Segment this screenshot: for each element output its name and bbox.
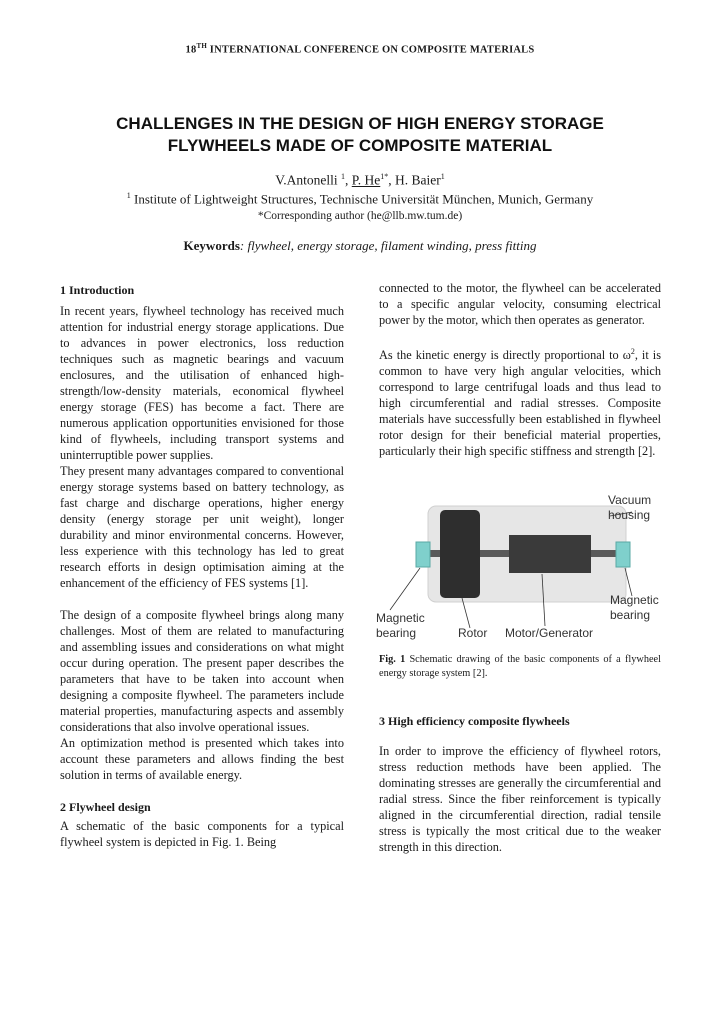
author-sep: , xyxy=(388,172,396,188)
label-bearing-left-2: bearing xyxy=(376,626,417,640)
left-paragraph-2: They present many advantages compared to conventional energy storage systems based on battery technology, as fast charge and discharge operations, higher energy density (energy storage per unit weight), longer durability and minor environmental concerns. However, less experience with this technology has led to great research efforts in design optimisation aiming at the enhancement of the efficiency of FES systems [1]. xyxy=(60,464,344,590)
magnetic-bearing-left xyxy=(416,542,430,567)
author-2-sup: 1* xyxy=(380,172,389,181)
flywheel-schematic-figure xyxy=(370,492,662,642)
affiliation-sup: 1 xyxy=(126,191,131,200)
header-sup: TH xyxy=(196,42,207,50)
label-vacuum-1: Vacuum xyxy=(608,493,652,507)
right-paragraph-2a: As the kinetic energy is directly proportional to ω xyxy=(379,348,631,363)
right-paragraph-2b: , it is common to have very high angular velocities, which correspond to large centrifugal loads and thus lead to high circumferential and radial stresses. Composite materials have successfully been established in flywheel rotor design for their beneficial material properties, particularly their high specific stiffness and strength [2]. xyxy=(379,348,661,459)
left-paragraph-1: In recent years, flywheel technology has received much attention for industrial energy storage applications. Due to advances in power electronics, loss reduction techniques such as magnetic bearings and vacuum enclosures, and the utilisation of enhanced high-strength/low-density materials, economical flywheel energy storage (FES) has become a fact. There are numerous application opportunities envisioned for those kind of flywheels, including transport systems and uninterruptible power supplies. xyxy=(60,304,344,462)
magnetic-bearing-right xyxy=(616,542,630,567)
label-vacuum-2: housing xyxy=(608,508,651,522)
figure-caption xyxy=(379,653,661,681)
affiliation xyxy=(0,191,720,207)
keywords xyxy=(0,238,720,254)
rotor xyxy=(440,510,480,598)
label-motor: Motor/Generator xyxy=(505,626,594,640)
keywords-label: Keywords xyxy=(183,238,240,253)
author-3: H. Baier xyxy=(395,172,441,188)
omega-sup: 2 xyxy=(630,347,635,356)
author-1-sup: 1 xyxy=(341,172,345,181)
keywords-value: : flywheel, energy storage, filament winding, press fitting xyxy=(239,238,537,253)
left-paragraph-4: An optimization method is presented which takes into account these parameters and allows finding the best solution in terms of available energy. xyxy=(60,736,344,782)
author-sep: , xyxy=(345,172,352,188)
author-2: P. He xyxy=(351,172,381,188)
right-column-top xyxy=(379,280,661,459)
title-line-2: FLYWHEELS MADE OF COMPOSITE MATERIAL xyxy=(167,136,553,155)
title-line-1: CHALLENGES IN THE DESIGN OF HIGH ENERGY STORAGE xyxy=(116,114,604,133)
paper-title xyxy=(60,113,660,157)
left-column xyxy=(60,282,344,850)
section-3-heading: 3 High efficiency composite flywheels xyxy=(379,714,570,728)
label-bearing-right-1: Magnetic xyxy=(610,593,659,607)
motor-generator xyxy=(509,535,591,573)
caption-text: Schematic drawing of the basic components of a flywheel energy storage system [2]. xyxy=(379,654,661,679)
affiliation-text: Institute of Lightweight Structures, Technische Universität München, Munich, Germany xyxy=(130,191,594,207)
conference-header xyxy=(0,42,720,56)
label-bearing-right-2: bearing xyxy=(610,608,651,622)
author-1: V.Antonelli xyxy=(275,172,341,188)
header-number: 18 xyxy=(185,44,197,56)
corresponding-author: *Corresponding author (he@llb.mw.tum.de) xyxy=(257,210,463,222)
leader-bearing-left xyxy=(390,568,420,610)
header-text: INTERNATIONAL CONFERENCE ON COMPOSITE MATERIALS xyxy=(206,44,535,56)
caption-label: Fig. 1 xyxy=(379,654,406,665)
right-paragraph-3: In order to improve the efficiency of flywheel rotors, stress reduction methods have been applied. The dominating stresses are generally the circumferential and radial stress. Since the fiber reinforcement is typically aligned in the circumferential direction, radial tensile stress is typically the most critical due to the weaker strength in this direction. xyxy=(379,744,661,854)
label-bearing-left-1: Magnetic xyxy=(376,611,425,625)
section-2-heading: 2 Flywheel design xyxy=(60,800,151,814)
section-1-heading: 1 Introduction xyxy=(60,283,135,297)
left-paragraph-5: A schematic of the basic components for a typical flywheel system is depicted in Fig. 1. Being xyxy=(60,819,344,849)
right-column-bottom xyxy=(379,713,661,855)
left-paragraph-3: The design of a composite flywheel brings along many challenges. Most of them are related to manufacturing and assembling issues and considerations on what might occur during operation. The present paper describes the parameters that have to be taken into account when designing a composite flywheel. The parameters include material properties, manufacturing aspects and assembly considerations that also involve operational issues. xyxy=(60,608,344,734)
right-paragraph-1: connected to the motor, the flywheel can be accelerated to a specific angular velocity, consuming electrical power by the motor, which then operates as generator. xyxy=(379,281,661,327)
label-rotor: Rotor xyxy=(458,626,488,640)
right-paragraph-2 xyxy=(379,344,661,459)
author-list xyxy=(0,172,720,189)
author-3-sup: 1 xyxy=(440,172,445,181)
